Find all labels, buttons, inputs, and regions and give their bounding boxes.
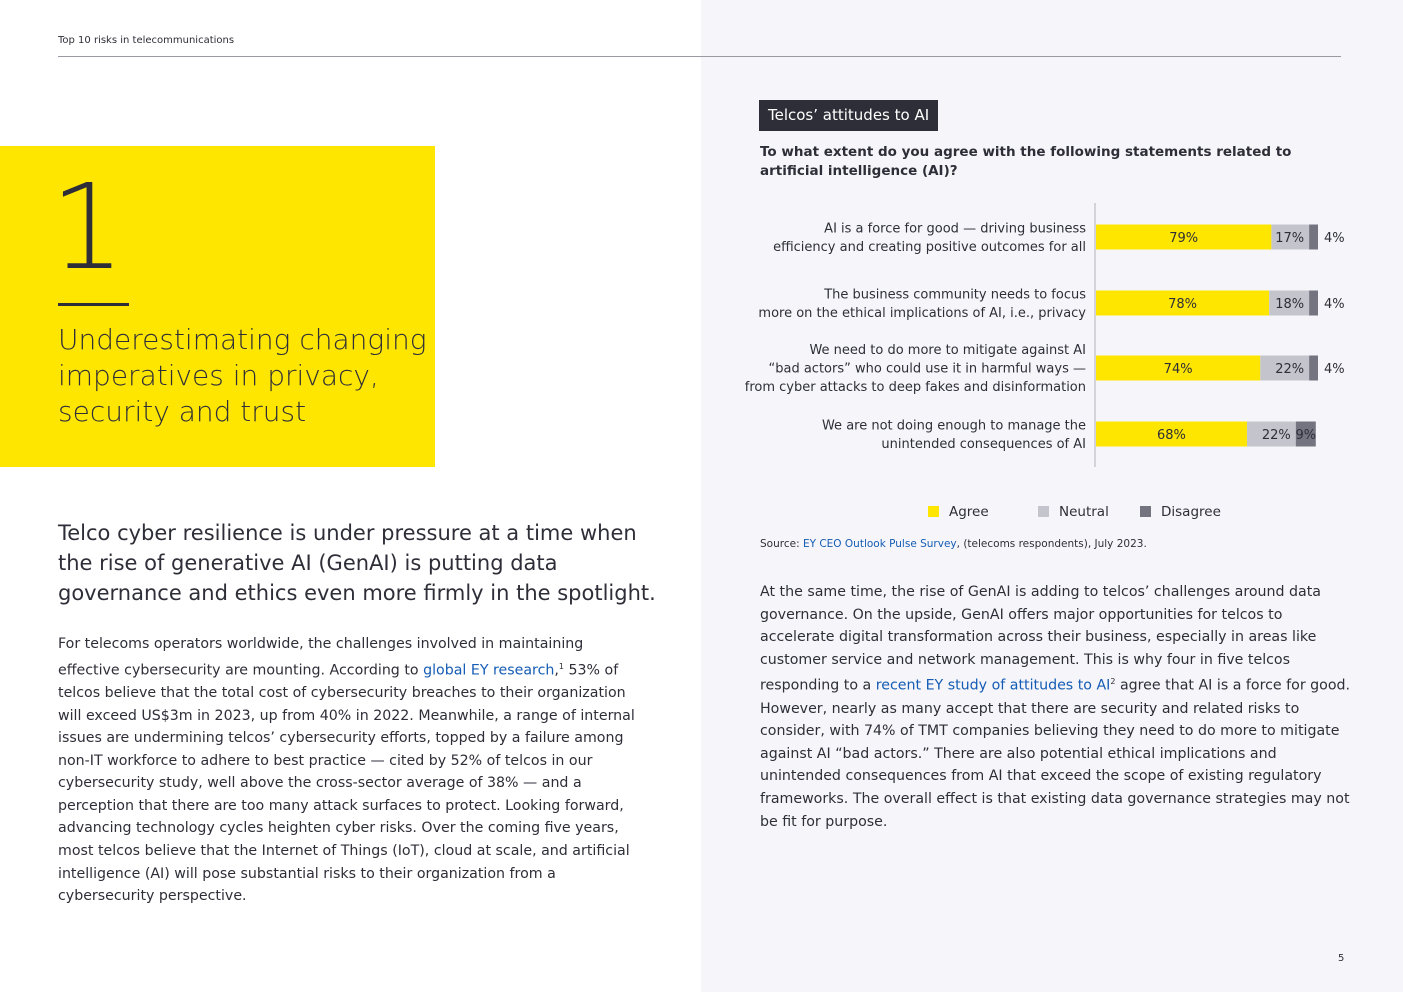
data-label-neutral-unintended-consequences: 22% [1261, 428, 1291, 443]
section-title: Underestimating changing imperatives in privacy, security and trust [58, 323, 427, 428]
right-body-text-2: agree that AI is a force for good. However, nearly as many accept that there are security and related risks to consider, with 74% of TMT companies believing they need to do more to mitigate against AI “bad actors.” There are also potential ethical implications and unintended consequences from AI that exceed the scope of existing regulatory frameworks. The overall effect is that existing data governance strategies may not be fit for purpose. [760, 678, 1351, 830]
ey-ceo-outlook-link[interactable]: EY CEO Outlook Pulse Survey [802, 538, 957, 550]
bar-disagree-ethical-focus [1309, 291, 1318, 316]
section-number: 1 [50, 158, 126, 296]
category-label-bad-actors-line-2: “bad actors” who could use it in harmful ways — [768, 361, 1086, 377]
page-number: 5 [1338, 953, 1345, 964]
footnote-ref-2: 2 [1110, 677, 1116, 687]
left-body-paragraph: For telecoms operators worldwide, the challenges involved in maintaining effective cybersecurity are mounting. According to global EY research,$^1$ 53% of telcos believe that the total cost of cybersecurity breaches to their organization will exceed US$3m in 2023, up from 40% in 2022. Meanwhile, a range of internal issues are undermining telcos’ cybersecurity efforts, topped by a failure among non-IT workforce to adhere to best practice — cited by 52% of telcos in our cybersecurity study, well above the cross-sector average of 38% — and a perception that there are too many attack surfaces to protect. Looking forward, advancing technology cycles heighten cyber risks. Over the coming five years, most telcos believe that the Internet of Things (IoT), cloud at scale, and artificial intelligence (AI) will pose substantial risks to their organization from a cybersecurity perspective. [58, 636, 635, 905]
legend-swatch-neutral [1038, 506, 1049, 517]
legend-swatch-disagree [1140, 506, 1151, 517]
data-label-neutral-bad-actors: 22% [1275, 362, 1305, 377]
legend-swatch-agree [928, 506, 939, 517]
global-ey-research-link[interactable]: global EY research [423, 662, 555, 679]
section-number-underline [58, 303, 129, 306]
chart-tag: Telcos’ attitudes to AI [759, 100, 938, 131]
stacked-bar-chart [701, 195, 1361, 470]
source-suffix: , (telecoms respondents), July 2023. [956, 538, 1147, 550]
category-label-bad-actors-line-3: from cyber attacks to deep fakes and disinformation [744, 380, 1086, 395]
category-label-unintended-consequences-line-1: We are not doing enough to manage the [821, 418, 1086, 434]
data-label-disagree-force-for-good: 4% [1324, 231, 1345, 246]
data-label-neutral-ethical-focus: 18% [1275, 297, 1305, 312]
data-label-disagree-unintended-consequences: 9% [1295, 428, 1317, 443]
bar-disagree-bad-actors [1309, 356, 1318, 381]
category-label-force-for-good-line-2: efficiency and creating positive outcomes for all [773, 239, 1086, 255]
chart-source [760, 538, 1147, 550]
category-label-unintended-consequences-line-2: unintended consequences of AI [881, 436, 1086, 452]
data-label-agree-ethical-focus: 78% [1168, 297, 1198, 312]
legend-item-disagree [1140, 504, 1221, 520]
legend-label-neutral: Neutral [1059, 504, 1109, 520]
legend-item-agree [928, 504, 989, 520]
data-label-neutral-force-for-good: 17% [1275, 231, 1305, 246]
legend-label-disagree: Disagree [1161, 504, 1221, 520]
category-label-bad-actors-line-1: We need to do more to mitigate against AI [809, 343, 1086, 358]
running-header: Top 10 risks in telecommunications [58, 35, 235, 46]
header-divider [58, 56, 1341, 57]
category-label-force-for-good-line-1: AI is a force for good — driving business [824, 221, 1086, 237]
category-label-ethical-focus-line-1: The business community needs to focus [824, 287, 1086, 303]
data-label-disagree-bad-actors: 4% [1324, 362, 1345, 377]
footnote-ref-1: 1 [558, 661, 564, 671]
chart-question: To what extent do you agree with the following statements related to artificial intelligence (AI)? [760, 144, 1292, 179]
category-label-ethical-focus-line-2: more on the ethical implications of AI, i.e., privacy [758, 305, 1086, 321]
intro-paragraph: Telco cyber resilience is under pressure at a time when the rise of generative AI (GenAI) is putting data governance and ethics even more firmly in the spotlight. [58, 521, 656, 605]
data-label-agree-unintended-consequences: 68% [1157, 428, 1186, 443]
ey-ai-study-link[interactable]: recent EY study of attitudes to AI [875, 678, 1111, 695]
legend-item-neutral [1038, 504, 1109, 520]
data-label-agree-bad-actors: 74% [1163, 362, 1193, 377]
source-prefix: Source: [760, 538, 803, 550]
data-label-disagree-ethical-focus: 4% [1324, 297, 1345, 312]
left-body-text-1: For telecoms operators worldwide, the challenges involved in maintaining effective cybersecurity are mounting. According to [58, 636, 584, 679]
right-body-text-1: At the same time, the rise of GenAI is adding to telcos’ challenges around data governance. On the upside, GenAI offers major opportunities for telcos to accelerate digital transformation across their business, especially in areas like customer service and network management. This is why four in five telcos responding to a [760, 584, 1321, 695]
data-label-agree-force-for-good: 79% [1169, 231, 1199, 246]
left-body-text-2: 53% of telcos believe that the total cost of cybersecurity breaches to their organization will exceed US$3m in 2023, up from 40% in 2022. Meanwhile, a range of internal issues are undermining telcos’ cybersecurity efforts, topped by a failure among non-IT workforce to adhere to best practice — cited by 52% of telcos in our cybersecurity study, well above the cross-sector average of 38% — and a perception that there are too many attack surfaces to protect. Looking forward, advancing technology cycles heighten cyber risks. Over the coming five years, most telcos believe that the Internet of Things (IoT), cloud at scale, and artificial intelligence (AI) will pose substantial risks to their organization from a cybersecurity perspective. [58, 662, 635, 905]
bar-disagree-force-for-good [1309, 225, 1318, 250]
right-body-paragraph [760, 581, 1352, 833]
legend-label-agree: Agree [949, 504, 989, 520]
